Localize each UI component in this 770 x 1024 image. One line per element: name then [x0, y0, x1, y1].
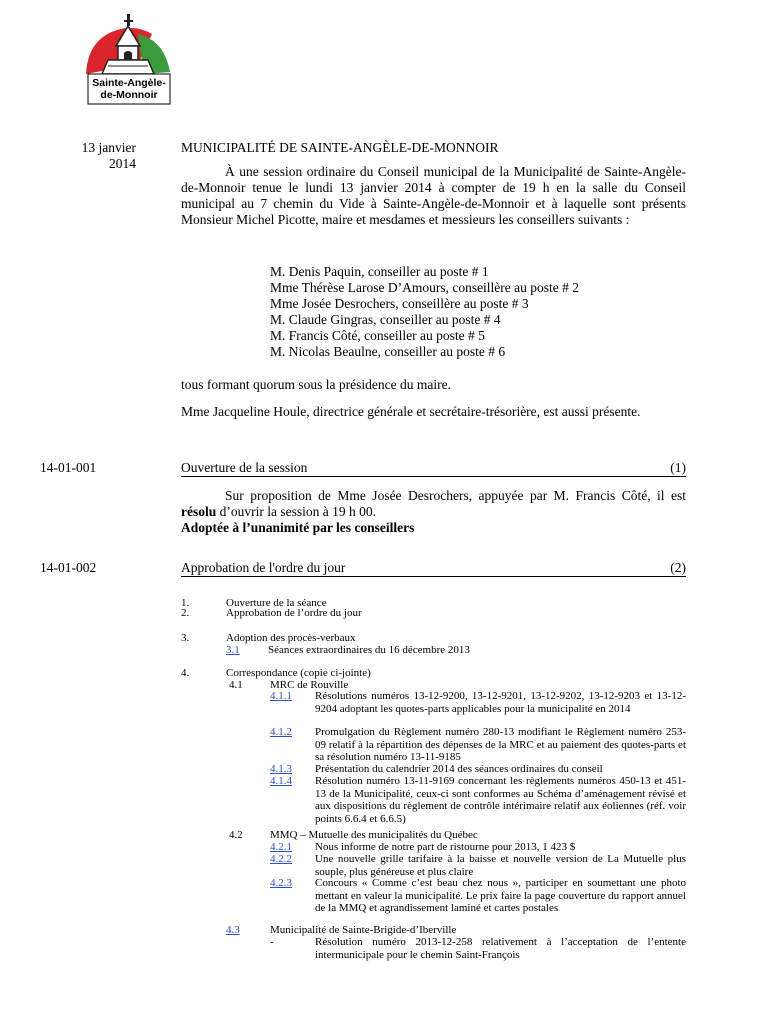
agenda-item-number: 4.: [181, 667, 190, 679]
agenda-link-4-1-2[interactable]: 4.1.2: [270, 726, 292, 738]
date-year: 2014: [109, 156, 136, 171]
agenda-item-text: Résolution numéro 13-11-9169 concernant les règlements numéros 450-13 et 451-13 de la Municipalité, ceux-ci sont conformes au Schéma d’aménagement révisé et aux dispositions du règlement de contrôle intérimaire relatif aux éoliennes (réf. voir points 6.6.4 et 6.6.5): [315, 775, 686, 825]
director-text: Mme Jacqueline Houle, directrice générale et secrétaire-trésorière, est aussi présente.: [181, 404, 641, 419]
agenda-item-text: Promulgation du Règlement numéro 280-13 modifiant le Règlement numéro 253-09 relatif à la répartition des dépenses de la MRC et au paiement des quotes-parts et sa résolution numéro 13-11-9185: [315, 726, 686, 763]
member-4: M. Claude Gingras, conseiller au poste # 4: [270, 312, 501, 327]
member-6: M. Nicolas Beaulne, conseiller au poste # 6: [270, 344, 506, 359]
agenda-item-text: Une nouvelle grille tarifaire à la baisse et nouvelle version de La Mutuelle plus souple, plus généreuse et plus claire: [315, 853, 686, 878]
quorum-text: tous formant quorum sous la présidence du maire.: [181, 377, 451, 392]
agenda-item-text: Résolutions numéros 13-12-9200, 13-12-9201, 13-12-9202, 13-12-9203 et 13-12-9204 adoptant les quotes-parts applicables pour la municipalité en 2014: [315, 690, 686, 715]
agenda-item-text: MRC de Rouville: [270, 679, 349, 691]
agenda-item-text: Municipalité de Sainte-Brigide-d’Iberville: [270, 924, 457, 936]
agenda-link-4-2-1[interactable]: 4.2.1: [270, 841, 292, 853]
date-day-month: 13 janvier: [81, 140, 136, 155]
agenda-link-4-2-3[interactable]: 4.2.3: [270, 877, 292, 889]
agenda-item-text: Présentation du calendrier 2014 des séances ordinaires du conseil: [315, 763, 603, 775]
section-title: Ouverture de la session: [181, 460, 308, 475]
agenda-item-text: Correspondance (copie ci-jointe): [226, 667, 371, 679]
logo-text-line1: Sainte-Angèle-: [92, 77, 166, 89]
agenda-item-text: Résolution numéro 2013-12-258 relativement à l’acceptation de l’entente intermunicipale pour le chemin Saint-François: [315, 936, 686, 961]
agenda-link-4-2-2[interactable]: 4.2.2: [270, 853, 292, 865]
agenda-item-text: Concours « Comme c’est beau chez nous », participer en soumettant une photo mettant en valeur la municipalité. Le prix faire la page couverture du rapport annuel de la MMQ et agrandissement laminé et cartes postales: [315, 877, 686, 914]
intro-paragraph: À une session ordinaire du Conseil municipal de la Municipalité de Sainte-Angèle-de-Monnoir tenue le lundi 13 janvier 2014 à compter de 19 h en la salle du Conseil municipal au 7 chemin du Vide à Sainte-Angèle-de-Monnoir et à laquelle sont présents Monsieur Michel Picotte, maire et mesdames et messieurs les conseillers suivants :: [181, 164, 686, 227]
section-title: Approbation de l'ordre du jour: [181, 560, 346, 575]
resolution-text-part: d’ouvrir la session à 19 h 00.: [216, 504, 376, 519]
member-3: Mme Josée Desrochers, conseillère au poste # 3: [270, 296, 529, 311]
agenda-item-number: 2.: [181, 607, 190, 619]
agenda-item-text: Séances extraordinaires du 16 décembre 2013: [268, 644, 470, 656]
logo-text-line2: de-Monnoir: [100, 89, 158, 101]
agenda-item-number: 3.: [181, 632, 190, 644]
agenda-link-3-1[interactable]: 3.1: [226, 644, 240, 656]
section-item-number: (2): [670, 560, 686, 575]
agenda-item-number: 1.: [181, 597, 190, 609]
agenda-dash: -: [270, 936, 274, 948]
resolution-text-part: Sur proposition de Mme Josée Desrochers, appuyée par M. Francis Côté, il est: [225, 488, 686, 503]
section-item-number: (1): [670, 460, 686, 475]
page-title: MUNICIPALITÉ DE SAINTE-ANGÈLE-DE-MONNOIR: [181, 140, 499, 155]
agenda-link-4-3[interactable]: 4.3: [226, 924, 240, 936]
adopted-unanimously: Adoptée à l’unanimité par les conseillers: [181, 520, 415, 535]
member-2: Mme Thérèse Larose D’Amours, conseillère au poste # 2: [270, 280, 580, 295]
resolution-number-1: 14-01-001: [40, 460, 97, 475]
agenda-item-number: 4.2: [229, 829, 243, 841]
member-1: M. Denis Paquin, conseiller au poste # 1: [270, 264, 489, 279]
agenda-item-text: MMQ – Mutuelle des municipalités du Québec: [270, 829, 478, 841]
resolution-number-2: 14-01-002: [40, 560, 97, 575]
agenda-item-text: Adoption des procès-verbaux: [226, 632, 356, 644]
resolved-word: résolu: [181, 504, 217, 519]
agenda-item-text: Nous informe de notre part de ristourne pour 2013, 1 423 $: [315, 841, 576, 853]
agenda-item-text: Ouverture de la séance: [226, 597, 327, 609]
agenda-link-4-1-3[interactable]: 4.1.3: [270, 763, 292, 775]
agenda-link-4-1-4[interactable]: 4.1.4: [270, 775, 292, 787]
member-5: M. Francis Côté, conseiller au poste # 5: [270, 328, 485, 343]
agenda-item-text: Approbation de l’ordre du jour: [226, 607, 362, 619]
agenda-link-4-1-1[interactable]: 4.1.1: [270, 690, 292, 702]
agenda-item-number: 4.1: [229, 679, 243, 691]
